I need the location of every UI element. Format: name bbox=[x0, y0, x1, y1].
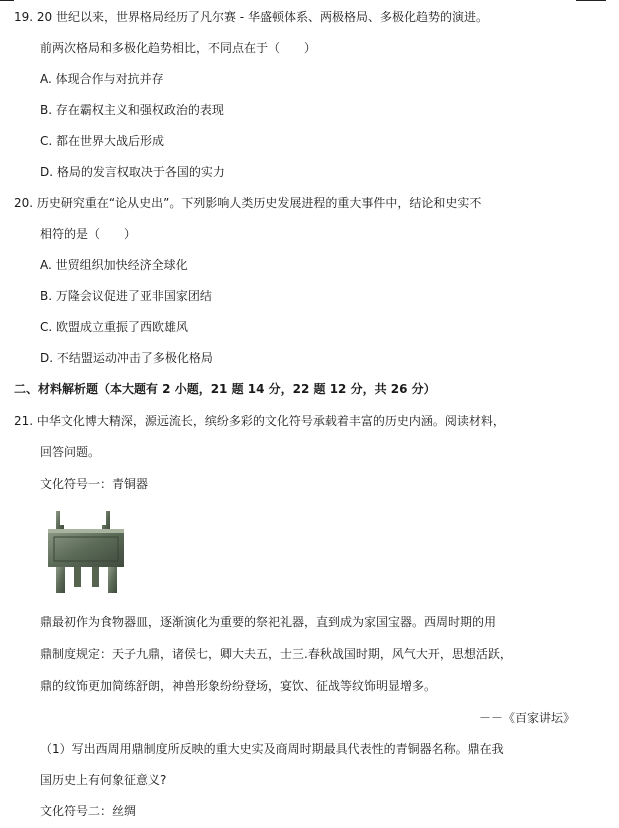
section2-heading: 二、材料解析题（本大题有 2 小题，21 题 14 分，22 题 12 分，共 26 分） bbox=[14, 382, 436, 396]
bronze-ding-image bbox=[40, 505, 130, 597]
q20-option-d: D. 不结盟运动冲击了多极化格局 bbox=[40, 351, 213, 365]
top-rule-left bbox=[0, 0, 14, 1]
q21-stem-line1: 21. 中华文化博大精深，源远流长，缤纷多彩的文化符号承载着丰富的历史内涵。阅读材料， bbox=[14, 414, 505, 428]
material-line1: 鼎最初作为食物器皿，逐渐演化为重要的祭祀礼器，直到成为家国宝器。西周时期的用 bbox=[40, 615, 497, 629]
q19-option-a: A. 体现合作与对抗并存 bbox=[40, 72, 164, 86]
material-line2: 鼎制度规定：天子九鼎，诸侯七，卿大夫五，士三.春秋战国时期，风气大开，思想活跃， bbox=[40, 647, 512, 661]
q20-stem-line2: 相符的是（ ） bbox=[40, 227, 137, 241]
q19-stem-line2: 前两次格局和多极化趋势相比，不同点在于（ ） bbox=[40, 41, 317, 55]
q19-option-b: B. 存在霸权主义和强权政治的表现 bbox=[40, 103, 224, 117]
q19-stem-line1: 19. 20 世纪以来，世界格局经历了凡尔赛 - 华盛顿体系、两极格局、多极化趋势的演进。 bbox=[14, 10, 488, 24]
q20-stem-line1: 20. 历史研究重在“论从史出”。下列影响人类历史发展进程的重大事件中，结论和史实不 bbox=[14, 196, 482, 210]
q20-option-c: C. 欧盟成立重振了西欧雄风 bbox=[40, 320, 189, 334]
q19-option-c: C. 都在世界大战后形成 bbox=[40, 134, 165, 148]
q21-sub1-line1: （1）写出西周用鼎制度所反映的重大史实及商周时期最具代表性的青铜器名称。鼎在我 bbox=[40, 742, 504, 756]
q19-option-d: D. 格局的发言权取决于各国的实力 bbox=[40, 165, 225, 179]
material-source: －－《百家讲坛》 bbox=[478, 711, 575, 725]
symbol1-title: 文化符号一：青铜器 bbox=[40, 477, 149, 491]
q20-option-a: A. 世贸组织加快经济全球化 bbox=[40, 258, 188, 272]
q21-sub1-line2: 国历史上有何象征意义? bbox=[40, 773, 167, 787]
material-line3: 鼎的纹饰更加简练舒朗，神兽形象纷纷登场，宴饮、征战等纹饰明显增多。 bbox=[40, 679, 437, 693]
symbol2-title: 文化符号二：丝绸 bbox=[40, 804, 137, 818]
q21-stem-line2: 回答问题。 bbox=[40, 445, 101, 459]
q20-option-b: B. 万隆会议促进了亚非国家团结 bbox=[40, 289, 212, 303]
top-rule-right bbox=[576, 0, 606, 1]
